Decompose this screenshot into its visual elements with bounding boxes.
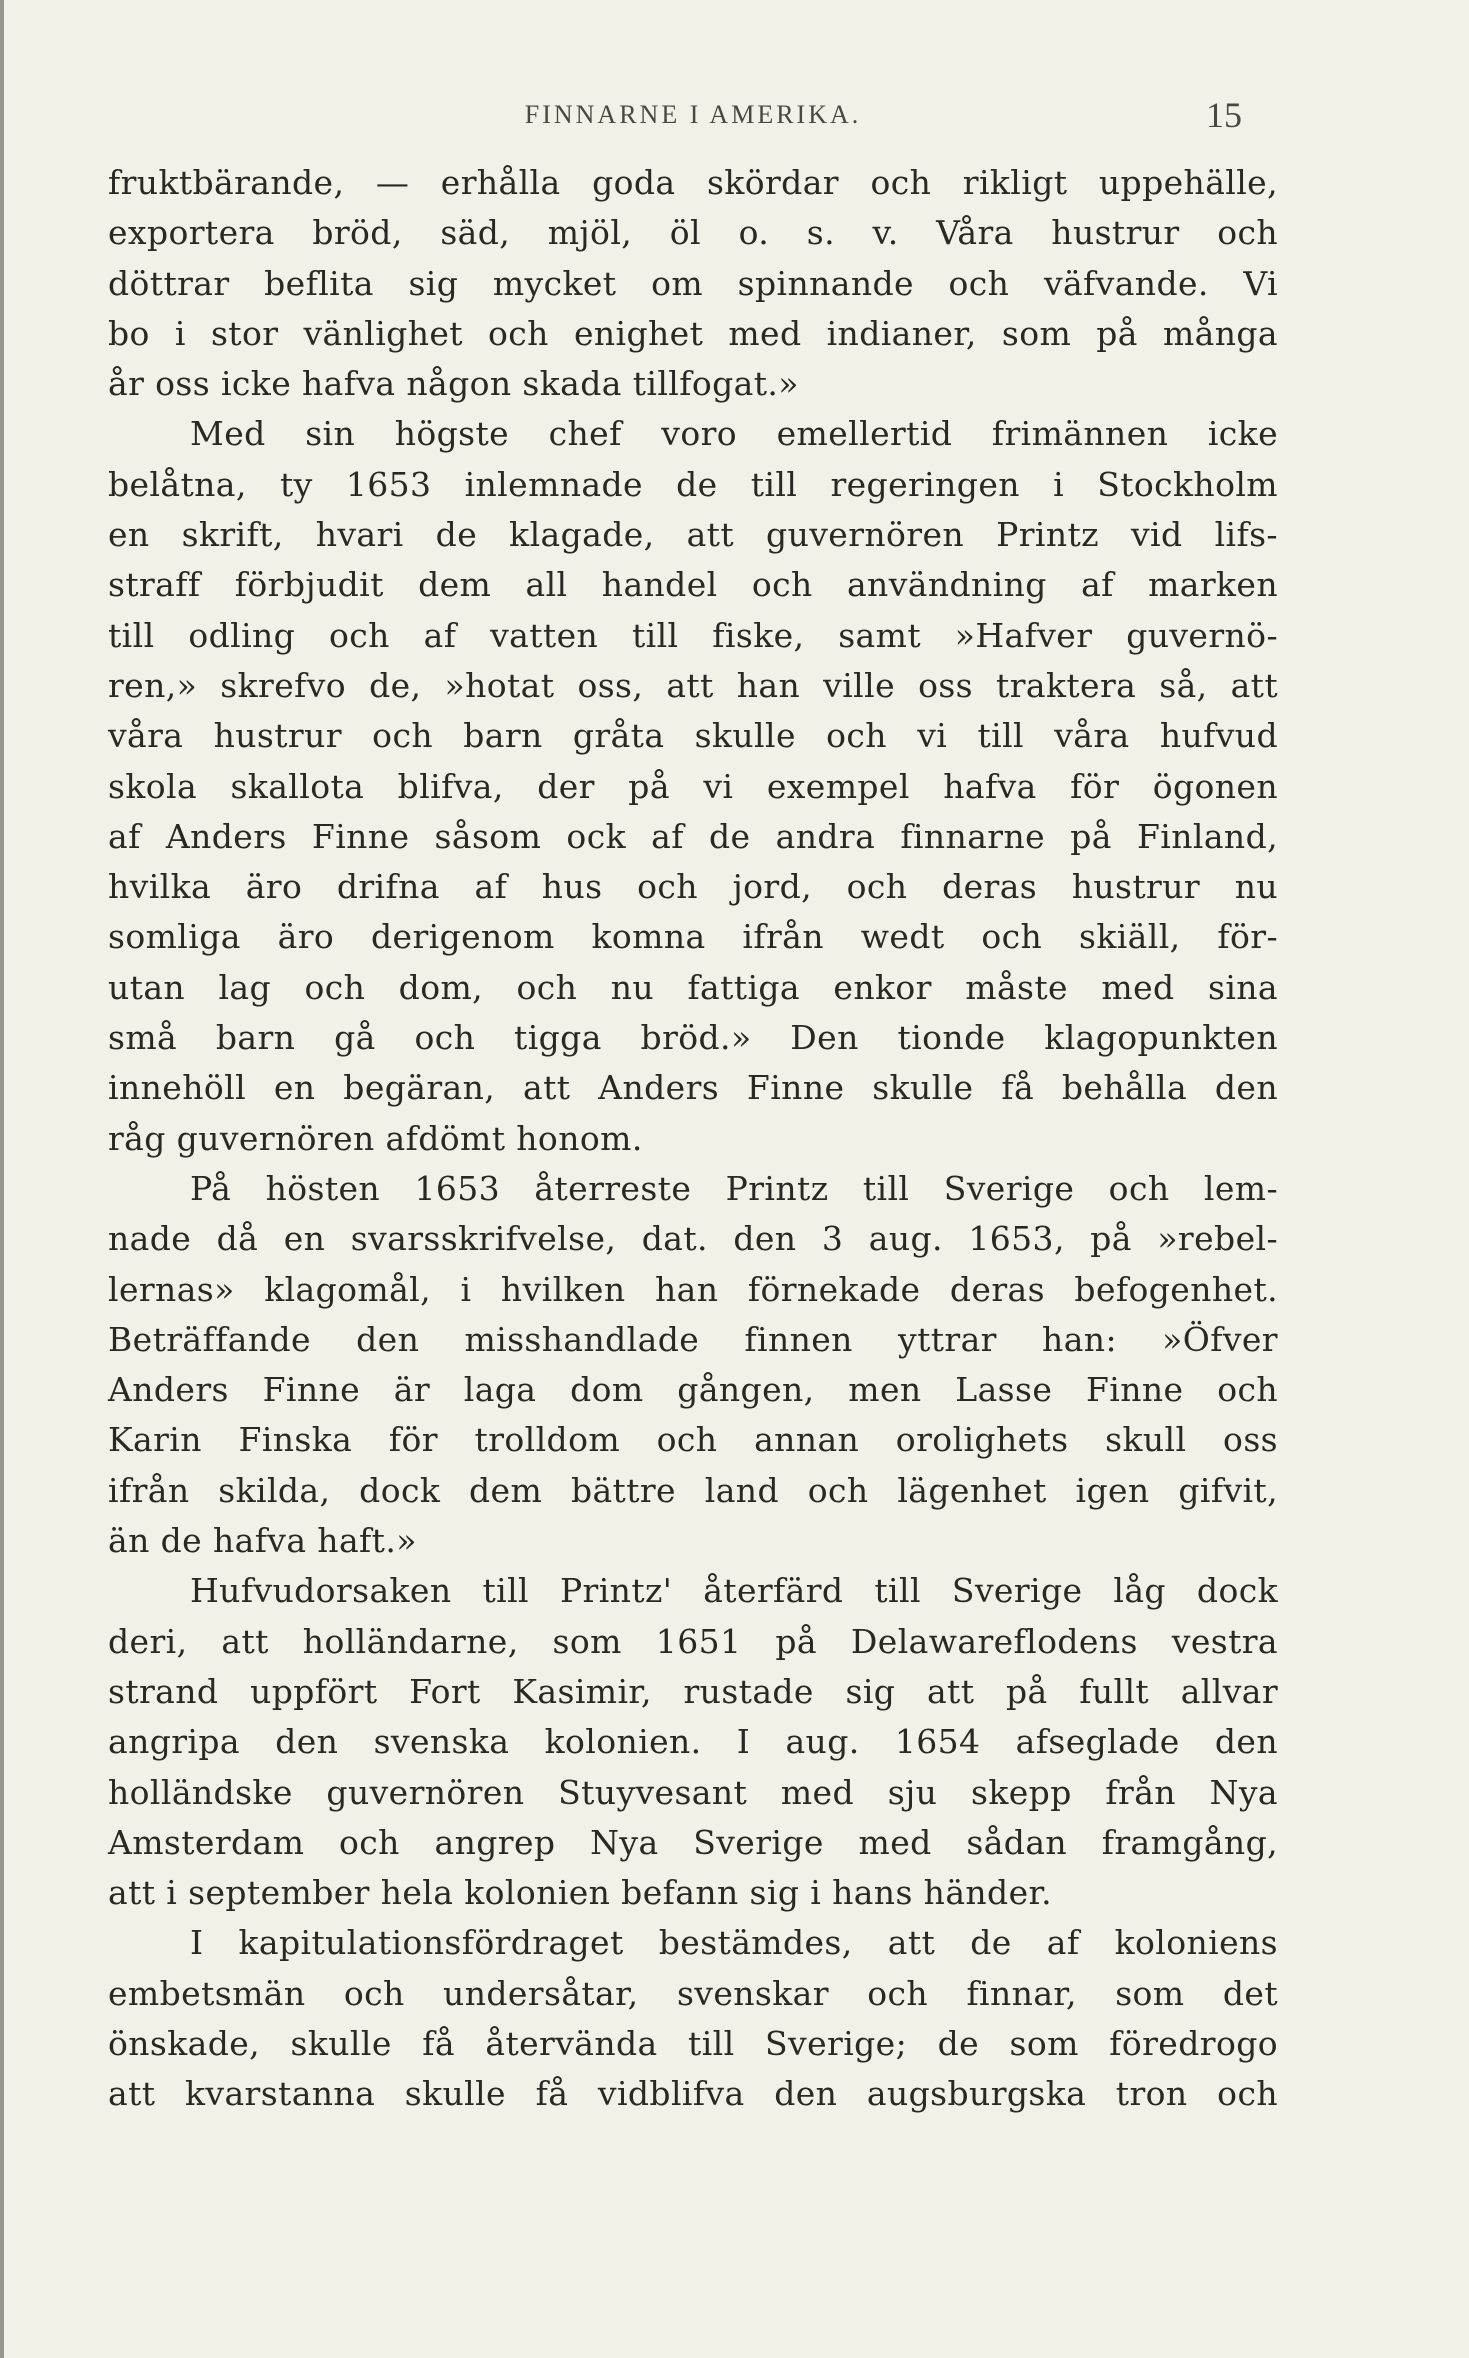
text-line: att i september hela kolonien befann sig i hans händer. xyxy=(108,1873,1052,1913)
text-line: somliga äro derigenom komna ifrån wedt och skiäll, för- xyxy=(108,917,1278,957)
body-text xyxy=(108,158,1278,2120)
text-line: utan lag och dom, och nu fattiga enkor måste med sina xyxy=(108,967,1278,1007)
page-binding-edge xyxy=(0,0,4,2358)
text-line: Karin Finska för trolldom och annan orolighets skull oss xyxy=(108,1420,1278,1460)
text-line: bo i stor vänlighet och enighet med indianer, som på många xyxy=(108,313,1278,353)
text-line: ren,» skrefvo de, »hotat oss, att han ville oss traktera så, att xyxy=(108,665,1278,705)
text-line: I kapitulationsfördraget bestämdes, att de af koloniens xyxy=(190,1923,1278,1963)
text-line: att kvarstanna skulle få vidblifva den augsburgska tron och xyxy=(108,2074,1278,2114)
text-line: Amsterdam och angrep Nya Sverige med sådan framgång, xyxy=(108,1822,1278,1862)
text-line: nade då en svarsskrifvelse, dat. den 3 aug. 1653, på »rebel- xyxy=(108,1219,1278,1259)
page-number: 15 xyxy=(1206,95,1242,135)
text-line: af Anders Finne såsom ock af de andra finnarne på Finland, xyxy=(108,816,1278,856)
text-line: På hösten 1653 återreste Printz till Sverige och lem- xyxy=(190,1168,1278,1208)
text-line: önskade, skulle få återvända till Sverige; de som föredrogo xyxy=(108,2023,1278,2063)
text-line: exportera bröd, säd, mjöl, öl o. s. v. Våra hustrur och xyxy=(108,213,1278,253)
text-line: små barn gå och tigga bröd.» Den tionde klagopunkten xyxy=(108,1018,1278,1058)
text-line: holländske guvernören Stuyvesant med sju skepp från Nya xyxy=(108,1772,1278,1812)
text-line: Beträffande den misshandlade finnen yttrar han: »Öfver xyxy=(108,1319,1278,1359)
text-line: innehöll en begäran, att Anders Finne skulle få behålla den xyxy=(108,1068,1278,1108)
text-line: embetsmän och undersåtar, svenskar och finnar, som det xyxy=(108,1973,1278,2013)
text-line: strand uppfört Fort Kasimir, rustade sig att på fullt allvar xyxy=(108,1671,1278,1711)
text-line: än de hafva haft.» xyxy=(108,1521,417,1561)
text-line: lernas» klagomål, i hvilken han förnekade deras befogenhet. xyxy=(108,1269,1278,1309)
text-line: straff förbjudit dem all handel och användning af marken xyxy=(108,565,1278,605)
text-line: år oss icke hafva någon skada tillfogat.» xyxy=(108,364,799,404)
text-line: deri, att holländarne, som 1651 på Delawareflodens vestra xyxy=(108,1621,1278,1661)
text-line: Med sin högste chef voro emellertid frimännen icke xyxy=(190,414,1278,454)
text-line: belåtna, ty 1653 inlemnade de till regeringen i Stockholm xyxy=(108,464,1278,504)
running-title: FINNARNE I AMERIKA. xyxy=(524,100,862,129)
running-head xyxy=(108,90,1278,146)
text-line: en skrift, hvari de klagade, att guvernören Printz vid lifs- xyxy=(108,515,1278,555)
text-line: Hufvudorsaken till Printz' återfärd till Sverige låg dock xyxy=(190,1571,1278,1611)
text-line: råg guvernören afdömt honom. xyxy=(108,1118,643,1158)
text-line: fruktbärande, — erhålla goda skördar och rikligt uppehälle, xyxy=(108,163,1278,202)
text-line: döttrar beflita sig mycket om spinnande och väfvande. Vi xyxy=(108,263,1278,303)
book-page xyxy=(108,90,1278,2120)
text-line: till odling och af vatten till fiske, samt »Hafver guvernö- xyxy=(108,615,1278,655)
text-line: Anders Finne är laga dom gången, men Lasse Finne och xyxy=(108,1370,1278,1410)
text-line: våra hustrur och barn gråta skulle och vi till våra hufvud xyxy=(108,716,1278,756)
text-line: angripa den svenska kolonien. I aug. 1654 afseglade den xyxy=(108,1722,1278,1762)
text-line: hvilka äro drifna af hus och jord, och deras hustrur nu xyxy=(108,867,1278,907)
text-line: ifrån skilda, dock dem bättre land och lägenhet igen gifvit, xyxy=(108,1470,1278,1510)
text-line: skola skallota blifva, der på vi exempel hafva för ögonen xyxy=(108,766,1278,806)
